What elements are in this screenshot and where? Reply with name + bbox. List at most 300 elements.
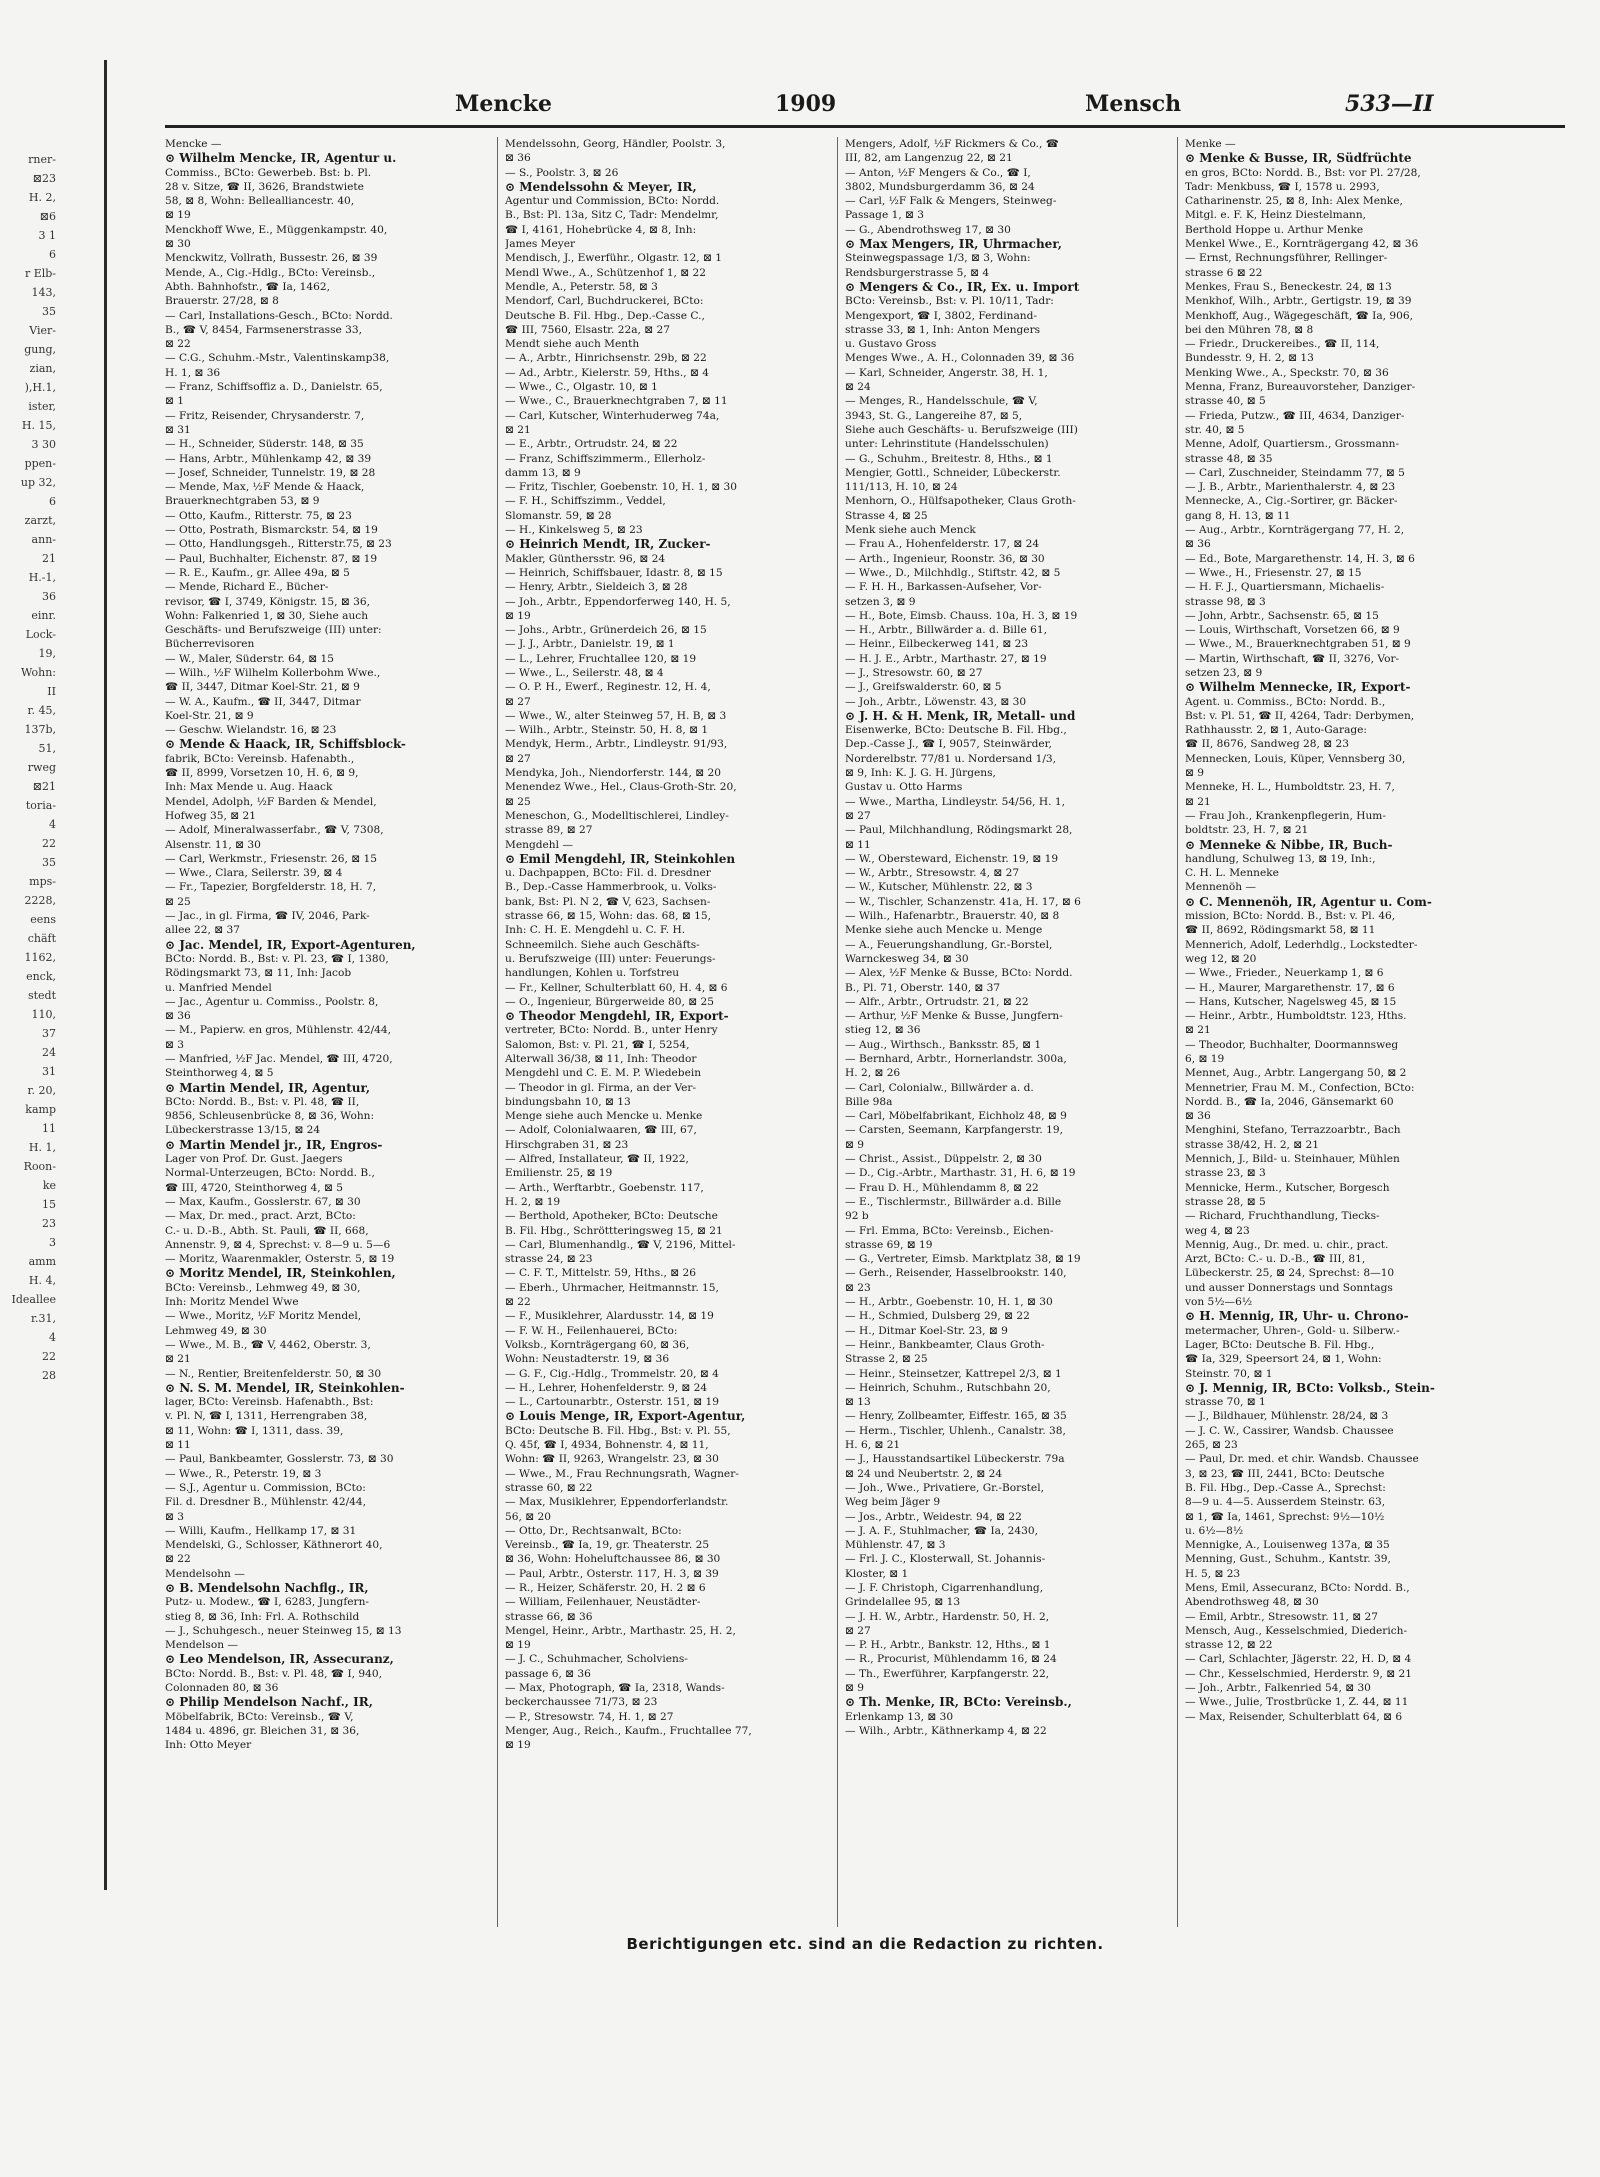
directory-entry-line: ⊠ 22 bbox=[505, 1296, 531, 1309]
directory-entry-line: Menkes, Frau S., Beneckestr. 24, ⊠ 13 bbox=[1185, 280, 1392, 293]
directory-entry-line: Bundesstr. 9, H. 2, ⊠ 13 bbox=[1185, 352, 1314, 365]
directory-entry-line: — Adolf, Mineralwasserfabr., ☎ V, 7308, bbox=[165, 824, 384, 837]
directory-entry-line: — L., Lehrer, Fruchtallee 120, ⊠ 19 bbox=[505, 652, 697, 665]
directory-entry-line: Mennich, J., Bild- u. Steinhauer, Mühlen bbox=[1185, 1153, 1400, 1166]
directory-entry-line: — D., Cig.-Arbtr., Marthastr. 31, H. 6, ⊠ 19 bbox=[845, 1167, 1076, 1180]
directory-entry-line: ⊠ 9 bbox=[845, 1682, 864, 1695]
header-last-entry: Mensch bbox=[1085, 91, 1182, 117]
previous-page-fragment: H. 15, bbox=[21, 419, 56, 432]
previous-page-fragment: mps- bbox=[29, 875, 56, 888]
directory-entry-line: — F., Musiklehrer, Alardusstr. 14, ⊠ 19 bbox=[505, 1310, 714, 1323]
directory-entry-line: — G. F., Cig.-Hdlg., Trommelstr. 20, ⊠ 4 bbox=[505, 1367, 719, 1380]
directory-entry-line: ☎ III, 7560, Elsastr. 22a, ⊠ 27 bbox=[505, 323, 671, 336]
directory-entry-line: — Max, Dr. med., pract. Arzt, BCto: bbox=[165, 1210, 356, 1223]
footer-notice: Berichtigungen etc. sind an die Redaction zu richten. bbox=[626, 1935, 1104, 1953]
directory-entry-line: ⊠ 21 bbox=[1185, 795, 1211, 808]
directory-entry-line: 111/113, H. 10, ⊠ 24 bbox=[845, 481, 958, 494]
previous-page-fragment: 36 bbox=[42, 590, 56, 603]
directory-entry-line: — H., Arbtr., Goebenstr. 10, H. 1, ⊠ 30 bbox=[845, 1296, 1053, 1309]
directory-entry-line: — W., Arbtr., Stresowstr. 4, ⊠ 27 bbox=[845, 867, 1020, 880]
directory-entry-line: Gustav u. Otto Harms bbox=[845, 781, 963, 794]
directory-entry-line: — Fritz, Tischler, Goebenstr. 10, H. 1, ⊠ 30 bbox=[505, 481, 737, 494]
directory-entry-line: setzen 3, ⊠ 9 bbox=[845, 595, 916, 608]
directory-entry-line: 3943, St. G., Langereihe 87, ⊠ 5, bbox=[845, 409, 1023, 422]
directory-entry-line: — Alfr., Arbtr., Ortrudstr. 21, ⊠ 22 bbox=[845, 995, 1029, 1008]
directory-entry-line: — Paul, Milchhandlung, Rödingsmarkt 28, bbox=[845, 824, 1073, 837]
previous-page-fragment: 6 bbox=[49, 248, 56, 261]
directory-entry-line: bank, Bst: Pl. N 2, ☎ V, 623, Sachsen- bbox=[505, 895, 711, 908]
directory-entry-line: — Wilh., Arbtr., Steinstr. 50, H. 8, ⊠ 1 bbox=[505, 724, 709, 737]
directory-entry-line: H. 5, ⊠ 23 bbox=[1185, 1567, 1241, 1580]
directory-entry-line: strasse 66, ⊠ 36 bbox=[505, 1610, 593, 1623]
directory-entry-line: ⊠ 3 bbox=[165, 1510, 184, 1523]
previous-page-fragment: ann- bbox=[31, 533, 56, 546]
directory-entry-line: Agent. u. Commiss., BCto: Nordd. B., bbox=[1185, 695, 1386, 708]
directory-entry-line: ⊠ 21 bbox=[1185, 1024, 1211, 1037]
directory-entry-line: — Friedr., Druckereibes., ☎ II, 114, bbox=[1185, 338, 1380, 351]
directory-entry-line: — Fr., Kellner, Schulterblatt 60, H. 4, ⊠ 6 bbox=[505, 981, 728, 994]
directory-entry-line: ⊙ Wilhelm Mencke, IR, Agentur u. bbox=[165, 151, 397, 166]
directory-entry-line: — Wwe., Clara, Seilerstr. 39, ⊠ 4 bbox=[165, 867, 343, 880]
directory-entry-line: — Frl. J. C., Klosterwall, St. Johannis- bbox=[845, 1553, 1046, 1566]
directory-entry-line: — H., Lehrer, Hohenfelderstr. 9, ⊠ 24 bbox=[505, 1381, 708, 1394]
directory-entry-line: Rathhausstr. 2, ⊠ 1, Auto-Garage: bbox=[1185, 724, 1368, 737]
directory-entry-line: ☎ II, 8999, Vorsetzen 10, H. 6, ⊠ 9, bbox=[165, 767, 359, 780]
directory-entry-line: — J., Schuhgesch., neuer Steinweg 15, ⊠ 13 bbox=[165, 1624, 402, 1637]
directory-entry-line: 58, ⊠ 8, Wohn: Bellealliancestr. 40, bbox=[165, 195, 355, 208]
directory-entry-line: Brauerstr. 27/28, ⊠ 8 bbox=[165, 295, 279, 308]
directory-entry-line: Steinthorweg 4, ⊠ 5 bbox=[165, 1067, 274, 1080]
directory-entry-line: — Frau A., Hohenfelderstr. 17, ⊠ 24 bbox=[845, 538, 1040, 551]
directory-entry-line: — H., Schneider, Süderstr. 148, ⊠ 35 bbox=[165, 438, 364, 451]
directory-entry-line: Menhorn, O., Hülfsapotheker, Claus Groth- bbox=[845, 495, 1076, 508]
directory-entry-line: Menendez Wwe., Hel., Claus-Groth-Str. 20, bbox=[505, 781, 737, 794]
directory-entry-line: Mennecken, Louis, Küper, Vennsberg 30, bbox=[1185, 752, 1406, 765]
directory-entry-line: — J. H. W., Arbtr., Hardenstr. 50, H. 2, bbox=[845, 1610, 1050, 1623]
directory-entry-line: strasse 48, ⊠ 35 bbox=[1185, 452, 1273, 465]
directory-entry-line: — Arth., Ingenieur, Roonstr. 36, ⊠ 30 bbox=[845, 552, 1045, 565]
directory-entry-line: Mendel, Adolph, ½F Barden & Mendel, bbox=[165, 795, 377, 808]
directory-entry-line: — Manfried, ½F Jac. Mendel, ☎ III, 4720, bbox=[165, 1053, 393, 1065]
directory-entry-line: — John, Arbtr., Sachsenstr. 65, ⊠ 15 bbox=[1185, 609, 1379, 622]
directory-entry-line: bindungsbahn 10, ⊠ 13 bbox=[505, 1095, 631, 1108]
directory-entry-line: ⊠ 22 bbox=[165, 338, 191, 351]
directory-entry-line: — Geschw. Wielandstr. 16, ⊠ 23 bbox=[165, 724, 337, 737]
directory-entry-line: H. 2, ⊠ 26 bbox=[845, 1067, 901, 1080]
directory-entry-line: — Christ., Assist., Düppelstr. 2, ⊠ 30 bbox=[845, 1153, 1042, 1166]
directory-entry-line: — Emil, Arbtr., Stresowstr. 11, ⊠ 27 bbox=[1185, 1610, 1379, 1623]
directory-entry-line: handlungen, Kohlen u. Torfstreu bbox=[505, 967, 680, 980]
directory-entry-line: Strasse 4, ⊠ 25 bbox=[845, 509, 928, 522]
previous-page-fragment: 51, bbox=[38, 742, 56, 755]
previous-page-fragment: ke bbox=[42, 1179, 56, 1192]
directory-entry-line: — Hans, Kutscher, Nagelsweg 45, ⊠ 15 bbox=[1185, 995, 1397, 1008]
directory-entry-line: Mendelson — bbox=[165, 1639, 238, 1652]
directory-entry-line: Mendl Wwe., A., Schützenhof 1, ⊠ 22 bbox=[505, 266, 707, 279]
directory-entry-line: Slomanstr. 59, ⊠ 28 bbox=[505, 509, 612, 522]
directory-entry-line: Menckhoff Wwe, E., Müggenkampstr. 40, bbox=[165, 223, 388, 236]
directory-entry-line: Tadr: Menkbuss, ☎ I, 1578 u. 2993, bbox=[1185, 180, 1380, 193]
directory-entry-line: — H., Ditmar Koel-Str. 23, ⊠ 9 bbox=[845, 1324, 1008, 1337]
directory-entry-line: — Frl. Emma, BCto: Vereinsb., Eichen- bbox=[845, 1224, 1054, 1237]
directory-entry-line: boldtstr. 23, H. 7, ⊠ 21 bbox=[1185, 824, 1309, 837]
directory-entry-line: Menges Wwe., A. H., Colonnaden 39, ⊠ 36 bbox=[845, 352, 1075, 365]
directory-entry-line: — J. J., Arbtr., Danielstr. 19, ⊠ 1 bbox=[505, 638, 675, 651]
directory-entry-line: ⊠ 27 bbox=[505, 752, 531, 765]
directory-entry-line: beckerchaussee 71/73, ⊠ 23 bbox=[505, 1696, 658, 1709]
directory-entry-line: ⊠ 36 bbox=[505, 152, 531, 165]
directory-entry-line: — Carl, Zuschneider, Steindamm 77, ⊠ 5 bbox=[1185, 466, 1405, 479]
directory-entry-line: Salomon, Bst: v. Pl. 21, ☎ I, 5254, bbox=[505, 1038, 690, 1051]
directory-entry-line: James Meyer bbox=[505, 238, 576, 251]
directory-entry-line: strasse 12, ⊠ 22 bbox=[1185, 1639, 1273, 1652]
directory-entry-line: — A., Arbtr., Hinrichsenstr. 29b, ⊠ 22 bbox=[505, 352, 707, 365]
directory-entry-line: Q. 45f, ☎ I, 4934, Bohnenstr. 4, ⊠ 11, bbox=[505, 1439, 709, 1452]
directory-entry-line: Mennerich, Adolf, Lederhdlg., Lockstedter- bbox=[1185, 938, 1418, 951]
directory-entry-line: — Joh., Arbtr., Löwenstr. 43, ⊠ 30 bbox=[845, 695, 1027, 708]
directory-entry-line: 3, ⊠ 23, ☎ III, 2441, BCto: Deutsche bbox=[1185, 1467, 1385, 1480]
directory-entry-line: Nordd. B., ☎ Ia, 2046, Gänsemarkt 60 bbox=[1185, 1095, 1394, 1108]
directory-entry-line: — Franz, Schiffszimmerm., Ellerholz- bbox=[505, 452, 706, 465]
directory-entry-line: — O. P. H., Ewerf., Reginestr. 12, H. 4, bbox=[505, 681, 711, 694]
directory-entry-line: strasse 69, ⊠ 19 bbox=[845, 1238, 933, 1251]
directory-entry-line: — J. F. Christoph, Cigarrenhandlung, bbox=[845, 1581, 1044, 1594]
directory-entry-line: ⊠ 19 bbox=[505, 1639, 531, 1652]
previous-page-fragment: 24 bbox=[42, 1046, 56, 1059]
directory-entry-line: Mens, Emil, Assecuranz, BCto: Nordd. B., bbox=[1185, 1581, 1410, 1594]
directory-entry-line: C.- u. D.-B., Abth. St. Pauli, ☎ II, 668, bbox=[165, 1224, 369, 1237]
previous-page-fragment: ⊠6 bbox=[39, 210, 56, 223]
directory-column-4 bbox=[1185, 137, 1507, 1927]
previous-page-fragment: chäft bbox=[27, 932, 56, 945]
directory-entry-line: Siehe auch Geschäfts- u. Berufszweige (III) bbox=[845, 423, 1078, 436]
directory-entry-line: — Arth., Werftarbtr., Goebenstr. 117, bbox=[505, 1181, 704, 1194]
directory-entry-line: ⊠ 9, Inh: K. J. G. H. Jürgens, bbox=[845, 767, 996, 780]
directory-entry-line: — Carsten, Seemann, Karpfangerstr. 19, bbox=[845, 1124, 1063, 1137]
directory-entry-line: BCto: Nordd. B., Bst: v. Pl. 23, ☎ I, 1380, bbox=[165, 952, 389, 965]
directory-entry-line: — Theodor, Buchhalter, Doormannsweg bbox=[1185, 1038, 1399, 1051]
directory-entry-line: — Otto, Dr., Rechtsanwalt, BCto: bbox=[505, 1524, 682, 1537]
previous-page-fragment: 3 bbox=[49, 1236, 56, 1249]
directory-entry-line: — Joh., Arbtr., Falkenried 54, ⊠ 30 bbox=[1185, 1682, 1371, 1695]
directory-entry-line: Menneke, H. L., Humboldtstr. 23, H. 7, bbox=[1185, 781, 1395, 794]
previous-page-fragment: up 32, bbox=[20, 476, 56, 489]
previous-page-margin bbox=[0, 150, 60, 1930]
previous-page-fragment: ⊠23 bbox=[32, 172, 56, 185]
directory-entry-line: — J. C. W., Cassirer, Wandsb. Chaussee bbox=[1185, 1424, 1394, 1437]
directory-entry-line: — E., Tischlermstr., Billwärder a.d. Bille bbox=[845, 1195, 1062, 1208]
previous-page-fragment: 3 1 bbox=[38, 229, 56, 242]
previous-page-fragment: r. 20, bbox=[27, 1084, 56, 1097]
directory-entry-line: — Theodor in gl. Firma, an der Ver- bbox=[505, 1081, 697, 1094]
directory-entry-line: ⊠ 19 bbox=[505, 609, 531, 622]
directory-entry-line: Kloster, ⊠ 1 bbox=[845, 1567, 909, 1580]
directory-entry-line: — Carl, Werkmstr., Friesenstr. 26, ⊠ 15 bbox=[165, 852, 377, 865]
directory-entry-line: 56, ⊠ 20 bbox=[505, 1510, 551, 1523]
directory-entry-line: — Heinr., Steinsetzer, Kattrepel 2/3, ⊠ 1 bbox=[845, 1367, 1062, 1380]
previous-page-fragment: H. 2, bbox=[28, 191, 56, 204]
directory-entry-line: — Wwe., Moritz, ½F Moritz Mendel, bbox=[165, 1310, 362, 1323]
directory-entry-line: ☎ III, 4720, Steinthorweg 4, ⊠ 5 bbox=[165, 1181, 344, 1194]
directory-entry-line: ⊙ Martin Mendel jr., IR, Engros- bbox=[165, 1137, 383, 1152]
directory-entry-line: Menk siehe auch Menck bbox=[845, 524, 976, 537]
directory-entry-line: — Wilh., Arbtr., Käthnerkamp 4, ⊠ 22 bbox=[845, 1724, 1047, 1737]
directory-entry-line: — Paul, Buchhalter, Eichenstr. 87, ⊠ 19 bbox=[165, 552, 378, 565]
directory-entry-line: — William, Feilenhauer, Neustädter- bbox=[505, 1596, 701, 1609]
directory-entry-line: Mengdehl und C. E. M. P. Wiedebein bbox=[505, 1067, 702, 1080]
directory-entry-line: — Alex, ½F Menke & Busse, BCto: Nordd. bbox=[845, 967, 1073, 980]
directory-entry-line: — F. W. H., Feilenhauerei, BCto: bbox=[505, 1324, 678, 1337]
directory-entry-line: ⊙ Moritz Mendel, IR, Steinkohlen, bbox=[165, 1266, 396, 1281]
directory-entry-line: — Paul, Dr. med. et chir. Wandsb. Chaussee bbox=[1185, 1453, 1419, 1466]
directory-entry-line: 3802, Mundsburgerdamm 36, ⊠ 24 bbox=[845, 180, 1035, 193]
directory-entry-line: ⊠ 22 bbox=[165, 1553, 191, 1566]
previous-page-fragment: II bbox=[47, 685, 56, 698]
directory-entry-line: Vereinsb., ☎ Ia, 19, gr. Theaterstr. 25 bbox=[505, 1539, 710, 1552]
directory-entry-line: ⊠ 23 bbox=[845, 1281, 871, 1294]
previous-page-fragment: 35 bbox=[42, 856, 56, 869]
previous-page-fragment: 31 bbox=[42, 1065, 56, 1078]
directory-entry-line: ⊠ 21 bbox=[505, 423, 531, 436]
directory-entry-line: — Carl, Blumenhandlg., ☎ V, 2196, Mittel- bbox=[505, 1238, 736, 1251]
directory-entry-line: Erlenkamp 13, ⊠ 30 bbox=[845, 1710, 954, 1723]
directory-entry-line: Putz- u. Modew., ☎ I, 6283, Jungfern- bbox=[165, 1596, 369, 1609]
page-gutter-line bbox=[104, 60, 107, 1890]
directory-entry-line: ⊙ Mendelssohn & Meyer, IR, bbox=[505, 179, 697, 194]
directory-entry-line: — Otto, Handlungsgeh., Ritterstr.75, ⊠ 23 bbox=[165, 538, 392, 551]
directory-entry-line: Mendisch, J., Ewerführ., Olgastr. 12, ⊠ 1 bbox=[505, 252, 722, 265]
directory-entry-line: Berthold Hoppe u. Arthur Menke bbox=[1185, 223, 1364, 236]
directory-entry-line: strasse 66, ⊠ 15, Wohn: das. 68, ⊠ 15, bbox=[505, 910, 711, 923]
directory-entry-line: — C. F. T., Mittelstr. 59, Hths., ⊠ 26 bbox=[505, 1267, 697, 1280]
directory-entry-line: — Menges, R., Handelsschule, ☎ V, bbox=[845, 395, 1038, 408]
previous-page-fragment: r.31, bbox=[30, 1312, 56, 1325]
directory-entry-line: — Carl, Schlachter, Jägerstr. 22, H. D, ⊠ 4 bbox=[1185, 1653, 1412, 1666]
directory-entry-line: 28 v. Sitze, ☎ II, 3626, Brandstwiete bbox=[165, 180, 364, 193]
directory-entry-line: und ausser Donnerstags und Sonntags bbox=[1185, 1281, 1393, 1294]
directory-entry-line: — H., Maurer, Margarethenstr. 17, ⊠ 6 bbox=[1185, 981, 1395, 994]
directory-entry-line: — G., Abendrothsweg 17, ⊠ 30 bbox=[845, 223, 1011, 236]
directory-entry-line: — Joh., Arbtr., Eppendorferweg 140, H. 5, bbox=[505, 595, 731, 608]
directory-entry-line: ⊠ 25 bbox=[165, 895, 191, 908]
directory-entry-line: ⊙ J. H. & H. Menk, IR, Metall- und bbox=[845, 708, 1076, 723]
previous-page-fragment: H. 1, bbox=[28, 1141, 56, 1154]
directory-entry-line: — Alfred, Installateur, ☎ II, 1922, bbox=[505, 1153, 689, 1166]
directory-entry-line: ☎ I, 4161, Hohebrücke 4, ⊠ 8, Inh: bbox=[505, 223, 697, 236]
directory-column-2 bbox=[505, 137, 827, 1927]
directory-entry-line: Strasse 2, ⊠ 25 bbox=[845, 1353, 928, 1366]
directory-entry-line: Dep.-Casse J., ☎ I, 9057, Steinwärder, bbox=[845, 738, 1052, 751]
directory-entry-line: gang 8, H. 13, ⊠ 11 bbox=[1185, 509, 1291, 522]
directory-entry-line: — Arthur, ½F Menke & Busse, Jungfern- bbox=[845, 1010, 1063, 1023]
directory-entry-line: ⊙ B. Mendelsohn Nachflg., IR, bbox=[165, 1580, 369, 1595]
directory-entry-line: passage 6, ⊠ 36 bbox=[505, 1667, 591, 1680]
directory-entry-line: strasse 33, ⊠ 1, Inh: Anton Mengers bbox=[845, 323, 1041, 336]
directory-entry-line: ☎ II, 8676, Sandweg 28, ⊠ 23 bbox=[1185, 738, 1349, 751]
directory-entry-line: Mendyka, Joh., Niendorferstr. 144, ⊠ 20 bbox=[505, 767, 721, 780]
directory-entry-line: — F. H. H., Barkassen-Aufseher, Vor- bbox=[845, 581, 1042, 594]
directory-entry-line: Wohn: Neustadterstr. 19, ⊠ 36 bbox=[505, 1353, 670, 1366]
directory-entry-line: ⊠ 21 bbox=[165, 1353, 191, 1366]
directory-entry-line: ⊠ 11 bbox=[165, 1439, 191, 1452]
directory-entry-line: — J. B., Arbtr., Marienthalerstr. 4, ⊠ 23 bbox=[1185, 481, 1396, 494]
directory-entry-line: — Carl, ½F Falk & Mengers, Steinweg- bbox=[845, 195, 1057, 208]
directory-entry-line: 1484 u. 4896, gr. Bleichen 31, ⊠ 36, bbox=[165, 1724, 360, 1737]
directory-entry-line: Koel-Str. 21, ⊠ 9 bbox=[165, 709, 254, 722]
directory-entry-line: ⊠ 1 bbox=[165, 395, 184, 408]
directory-entry-line: — Gerh., Reisender, Hasselbrookstr. 140, bbox=[845, 1267, 1067, 1280]
directory-entry-line: Rendsburgerstrasse 5, ⊠ 4 bbox=[845, 266, 990, 279]
directory-entry-line: ☎ Ia, 329, Speersort 24, ⊠ 1, Wohn: bbox=[1185, 1353, 1382, 1366]
directory-entry-line: — Richard, Fruchthandlung, Tiecks- bbox=[1185, 1210, 1380, 1223]
directory-entry-line: ⊠ 27 bbox=[505, 695, 531, 708]
previous-page-fragment: 28 bbox=[42, 1369, 56, 1382]
directory-entry-line: Menke — bbox=[1185, 138, 1236, 150]
directory-entry-line: — O., Ingenieur, Bürgerweide 80, ⊠ 25 bbox=[505, 995, 714, 1008]
directory-entry-line: — W., Tischler, Schanzenstr. 41a, H. 17, ⊠ 6 bbox=[845, 895, 1081, 908]
directory-entry-line: — Wwe., C., Brauerknechtgraben 7, ⊠ 11 bbox=[505, 395, 728, 408]
directory-entry-line: — Carl, Installations-Gesch., BCto: Nordd. bbox=[165, 309, 393, 322]
directory-entry-line: ⊠ 9 bbox=[845, 1138, 864, 1151]
directory-entry-line: Bst: v. Pl. 51, ☎ II, 4264, Tadr: Derbymen, bbox=[1185, 709, 1415, 722]
previous-page-fragment: Lock- bbox=[25, 628, 56, 641]
directory-entry-line: — Paul, Bankbeamter, Gosslerstr. 73, ⊠ 30 bbox=[165, 1453, 394, 1466]
directory-entry-line: — Fr., Tapezier, Borgfelderstr. 18, H. 7, bbox=[165, 881, 377, 894]
directory-entry-line: ⊠ 25 bbox=[505, 795, 531, 808]
directory-entry-line: ⊙ C. Mennenöh, IR, Agentur u. Com- bbox=[1185, 894, 1432, 909]
directory-entry-line: — J. A. F., Stuhlmacher, ☎ Ia, 2430, bbox=[845, 1524, 1039, 1537]
directory-entry-line: Alsenstr. 11, ⊠ 30 bbox=[165, 838, 261, 851]
directory-entry-line: — Willi, Kaufm., Hellkamp 17, ⊠ 31 bbox=[165, 1524, 357, 1537]
directory-entry-line: — Frau D. H., Mühlendamm 8, ⊠ 22 bbox=[845, 1181, 1039, 1194]
directory-entry-line: — L., Cartounarbtr., Osterstr. 151, ⊠ 19 bbox=[505, 1396, 720, 1409]
directory-entry-line: 6, ⊠ 19 bbox=[1185, 1053, 1225, 1065]
directory-entry-line: ⊠ 24 bbox=[845, 381, 871, 394]
directory-entry-line: Lübeckerstr. 25, ⊠ 24, Sprechst: 8—10 bbox=[1185, 1267, 1395, 1280]
directory-entry-line: Lager von Prof. Dr. Gust. Jaegers bbox=[165, 1153, 343, 1166]
directory-entry-line: vertreter, BCto: Nordd. B., unter Henry bbox=[505, 1024, 718, 1037]
directory-entry-line: Fil. d. Dresdner B., Mühlenstr. 42/44, bbox=[165, 1496, 367, 1509]
directory-entry-line: Mendelski, G., Schlosser, Käthnerort 40, bbox=[165, 1539, 383, 1552]
directory-entry-line: Emilienstr. 25, ⊠ 19 bbox=[505, 1167, 613, 1180]
directory-entry-line: — Aug., Arbtr., Kornträgergang 77, H. 2, bbox=[1185, 524, 1405, 537]
directory-entry-line: mission, BCto: Nordd. B., Bst: v. Pl. 46, bbox=[1185, 910, 1396, 923]
directory-entry-line: ⊠ 19 bbox=[505, 1739, 531, 1752]
previous-page-fragment: 4 bbox=[49, 818, 56, 831]
directory-entry-line: — Otto, Postrath, Bismarckstr. 54, ⊠ 19 bbox=[165, 524, 378, 537]
directory-entry-line: Mennigke, A., Louisenweg 137a, ⊠ 35 bbox=[1185, 1539, 1390, 1552]
directory-entry-line: ⊙ Max Mengers, IR, Uhrmacher, bbox=[845, 237, 1062, 252]
directory-entry-line: Colonnaden 80, ⊠ 36 bbox=[165, 1682, 279, 1695]
directory-entry-line: Mennig, Aug., Dr. med. u. chir., pract. bbox=[1185, 1238, 1389, 1251]
directory-entry-line: — J., Bildhauer, Mühlenstr. 28/24, ⊠ 3 bbox=[1185, 1410, 1389, 1423]
directory-entry-line: Lübeckerstrasse 13/15, ⊠ 24 bbox=[165, 1124, 321, 1137]
directory-column-1 bbox=[165, 137, 487, 1927]
directory-entry-line: Abendrothsweg 48, ⊠ 30 bbox=[1185, 1596, 1319, 1609]
directory-entry-line: Meneschon, G., Modelltischlerei, Lindley- bbox=[505, 809, 729, 822]
directory-entry-line: ⊠ 31 bbox=[165, 423, 191, 436]
directory-entry-line: Lager, BCto: Deutsche B. Fil. Hbg., bbox=[1185, 1338, 1375, 1351]
directory-entry-line: u. Berufszweige (III) unter: Feuerungs- bbox=[505, 952, 716, 965]
previous-page-fragment: kamp bbox=[25, 1103, 56, 1116]
previous-page-fragment: 2228, bbox=[24, 894, 56, 907]
directory-entry-line: — Johs., Arbtr., Grünerdeich 26, ⊠ 15 bbox=[505, 624, 707, 637]
directory-entry-line: — Henry, Zollbeamter, Eiffestr. 165, ⊠ 35 bbox=[845, 1410, 1067, 1423]
directory-entry-line: — Max, Reisender, Schulterblatt 64, ⊠ 6 bbox=[1185, 1710, 1403, 1723]
previous-page-fragment: 4 bbox=[49, 1331, 56, 1344]
directory-entry-line: strasse 28, ⊠ 5 bbox=[1185, 1195, 1266, 1208]
directory-entry-line: stieg 12, ⊠ 36 bbox=[845, 1024, 921, 1037]
directory-entry-line: ⊠ 27 bbox=[845, 1624, 871, 1637]
directory-entry-line: strasse 60, ⊠ 22 bbox=[505, 1481, 593, 1494]
directory-entry-line: — H. F. J., Quartiersmann, Michaelis- bbox=[1185, 581, 1385, 594]
directory-entry-line: str. 40, ⊠ 5 bbox=[1185, 423, 1245, 436]
directory-entry-line: — Josef, Schneider, Tunnelstr. 19, ⊠ 28 bbox=[165, 466, 376, 479]
directory-entry-line: — Heinr., Bankbeamter, Claus Groth- bbox=[845, 1338, 1045, 1351]
directory-entry-line: 8—9 u. 4—5. Ausserdem Steinstr. 63, bbox=[1185, 1496, 1386, 1509]
directory-entry-line: u. 6½—8½ bbox=[1185, 1524, 1244, 1537]
previous-page-fragment: 35 bbox=[42, 305, 56, 318]
directory-entry-line: Steinstr. 70, ⊠ 1 bbox=[1185, 1367, 1273, 1380]
directory-entry-line: — Frau Joh., Krankenpflegerin, Hum- bbox=[1185, 809, 1386, 822]
directory-entry-line: Menghini, Stefano, Terrazzoarbtr., Bach bbox=[1185, 1124, 1401, 1137]
previous-page-fragment: 19, bbox=[38, 647, 56, 660]
directory-entry-line: B. Fil. Hbg., Dep.-Casse A., Sprechst: bbox=[1185, 1481, 1386, 1494]
directory-entry-line: bei den Mühren 78, ⊠ 8 bbox=[1185, 323, 1314, 336]
directory-entry-line: strasse 38/42, H. 2, ⊠ 21 bbox=[1185, 1138, 1320, 1151]
directory-entry-line: ⊙ Heinrich Mendt, IR, Zucker- bbox=[505, 537, 711, 552]
directory-entry-line: — N., Rentier, Breitenfelderstr. 50, ⊠ 30 bbox=[165, 1367, 382, 1380]
directory-entry-line: — Max, Musiklehrer, Eppendorferlandstr. bbox=[505, 1496, 729, 1509]
directory-entry-line: setzen 23, ⊠ 9 bbox=[1185, 666, 1263, 679]
directory-entry-line: C. H. L. Menneke bbox=[1185, 867, 1279, 880]
directory-entry-line: — Adolf, Colonialwaaren, ☎ III, 67, bbox=[505, 1124, 697, 1137]
previous-page-fragment: 137b, bbox=[24, 723, 56, 736]
directory-entry-line: ⊙ Menke & Busse, IR, Südfrüchte bbox=[1185, 151, 1412, 166]
directory-entry-line: strasse 23, ⊠ 3 bbox=[1185, 1167, 1266, 1180]
previous-page-fragment: Ideallee bbox=[11, 1293, 56, 1306]
previous-page-fragment: 110, bbox=[31, 1008, 56, 1021]
directory-entry-line: — Paul, Arbtr., Osterstr. 117, H. 3, ⊠ 39 bbox=[505, 1567, 719, 1580]
directory-entry-line: strasse 6 ⊠ 22 bbox=[1185, 266, 1263, 279]
directory-entry-line: Möbelfabrik, BCto: Vereinsb., ☎ V, bbox=[165, 1710, 354, 1723]
previous-page-fragment: stedt bbox=[27, 989, 56, 1002]
directory-entry-line: — Max, Kaufm., Gosslerstr. 67, ⊠ 30 bbox=[165, 1195, 361, 1208]
directory-entry-line: weg 4, ⊠ 23 bbox=[1185, 1224, 1250, 1237]
directory-entry-line: Mitgl. e. F. K, Heinz Diestelmann, bbox=[1185, 209, 1367, 222]
previous-page-fragment: zarzt, bbox=[24, 514, 56, 527]
previous-page-fragment: 22 bbox=[42, 1350, 56, 1363]
directory-entry-line: Lehmweg 49, ⊠ 30 bbox=[165, 1324, 267, 1337]
directory-entry-line: — Franz, Schiffsoffiz a. D., Danielstr. 65, bbox=[165, 381, 383, 394]
directory-entry-line: — Bernhard, Arbtr., Hornerlandstr. 300a, bbox=[845, 1053, 1067, 1065]
directory-entry-line: ☎ II, 3447, Ditmar Koel-Str. 21, ⊠ 9 bbox=[165, 681, 360, 694]
directory-entry-line: — Wwe., L., Seilerstr. 48, ⊠ 4 bbox=[505, 666, 664, 679]
directory-entry-line: Weg beim Jäger 9 bbox=[845, 1496, 941, 1509]
directory-entry-line: damm 13, ⊠ 9 bbox=[505, 466, 581, 479]
directory-entry-line: strasse 24, ⊠ 23 bbox=[505, 1253, 593, 1266]
directory-entry-line: Inh: Moritz Mendel Wwe bbox=[165, 1296, 299, 1309]
previous-page-fragment: gung, bbox=[24, 343, 56, 356]
directory-entry-line: — R. E., Kaufm., gr. Allee 49a, ⊠ 5 bbox=[165, 566, 350, 579]
directory-entry-line: — Th., Ewerführer, Karpfangerstr. 22, bbox=[845, 1667, 1050, 1680]
previous-page-fragment: ister, bbox=[28, 400, 56, 413]
directory-entry-line: ⊙ N. S. M. Mendel, IR, Steinkohlen- bbox=[165, 1380, 405, 1395]
directory-entry-line: — H., Arbtr., Billwärder a. d. Bille 61, bbox=[845, 624, 1047, 637]
directory-entry-line: ⊙ Mengers & Co., IR, Ex. u. Import bbox=[845, 279, 1080, 294]
directory-entry-line: 9856, Schleusenbrücke 8, ⊠ 36, Wohn: bbox=[165, 1110, 375, 1123]
directory-entry-line: Menger, Aug., Reich., Kaufm., Fruchtallee 77, bbox=[505, 1724, 752, 1737]
